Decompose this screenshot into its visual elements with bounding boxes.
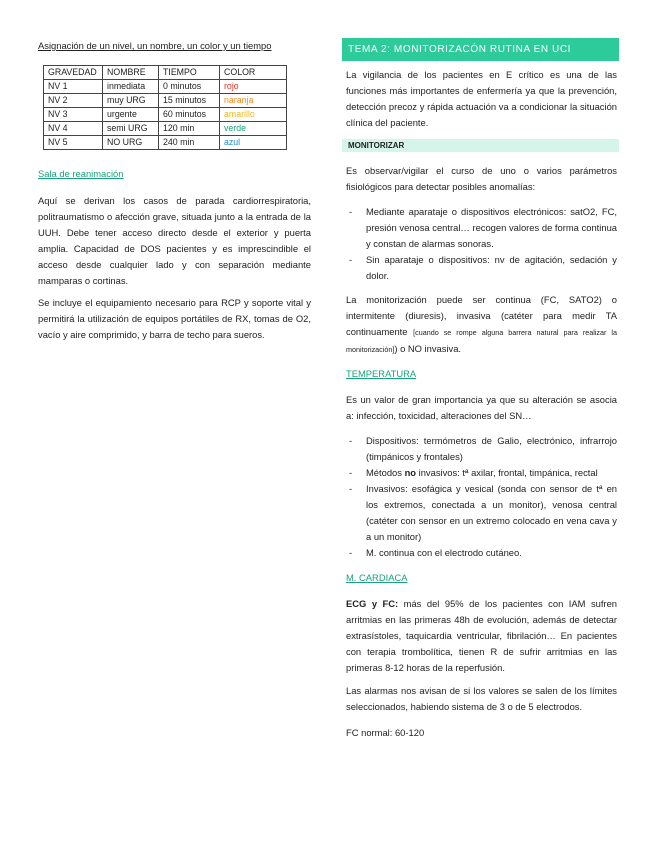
monitorizar-label: MONITORIZAR bbox=[342, 139, 619, 152]
alarmas-paragraph bbox=[346, 683, 617, 715]
cardiaca-heading: M. CARDIACA bbox=[346, 572, 408, 583]
intro-text: La vigilancia de los pacientes en E crítico es una de las funciones más importantes de enfermería ya que la prevención, detección precoz y rápida actuación va a condicionar la situación clínica del paciente. bbox=[346, 69, 617, 128]
metodos-bold: no bbox=[404, 467, 417, 478]
list-item: - M. continua con el electrodo cutáneo. bbox=[346, 545, 617, 561]
list-item: - Invasivos: esofágica y vesical (sonda con sensor de tª en los extremos, conectada a un monitor), venosa central (catéter con sensor en un extremo colocado en vena cava y a un monitor) bbox=[346, 481, 617, 545]
table-row bbox=[44, 136, 287, 150]
cell-gravedad: NV 2 bbox=[44, 94, 103, 108]
cell-gravedad: NV 3 bbox=[44, 108, 103, 122]
sala-heading: Sala de reanimación bbox=[38, 168, 124, 179]
monitorizar-text: Es observar/vigilar el curso de uno o varios parámetros fisiológicos para detectar posibles anomalías: bbox=[346, 165, 617, 192]
gravity-table bbox=[43, 65, 287, 150]
header-gravedad: GRAVEDAD bbox=[44, 66, 103, 80]
cell-gravedad: NV 1 bbox=[44, 80, 103, 94]
temperatura-paragraph bbox=[346, 392, 617, 424]
cardiaca-paragraph bbox=[346, 596, 617, 676]
cell-color: naranja bbox=[220, 94, 287, 108]
table-row bbox=[44, 80, 287, 94]
cell-color: rojo bbox=[220, 80, 287, 94]
temperatura-list bbox=[346, 433, 617, 561]
cell-nombre: semi URG bbox=[103, 122, 159, 136]
cardiaca-text: más del 95% de los pacientes con IAM sufren arritmias en las primeras 48h de evolución, además de detectar extrasístoles, taquicardia ventricular, fibrilación… En pacientes con terapia trombolítica, tienen R de sufrir arritmias en las primeras 8-12 horas de la reperfusión. bbox=[346, 598, 618, 673]
cell-tiempo: 120 min bbox=[159, 122, 220, 136]
cell-tiempo: 240 min bbox=[159, 136, 220, 150]
cell-color: azul bbox=[220, 136, 287, 150]
metodos-text-b: invasivos: tª axilar, frontal, timpánica, rectal bbox=[416, 467, 598, 478]
intro-paragraph bbox=[346, 67, 617, 131]
fc-normal-text: FC normal: 60-120 bbox=[346, 727, 425, 738]
monitorizacion-text: La monitorización puede ser continua (FC, SATO2) o intermitente (diuresis), invasiva (catéter para medir TA continuamente bbox=[346, 294, 617, 337]
cell-nombre: urgente bbox=[103, 108, 159, 122]
cell-tiempo: 0 minutos bbox=[159, 80, 220, 94]
temperatura-heading: TEMPERATURA bbox=[346, 368, 417, 379]
sala-p2-text: Se incluye el equipamiento necesario para RCP y soporte vital y permitirá la utilización de equipos portátiles de RX, tomas de O2, vacío y aire comprimido, y barra de techo para sueros. bbox=[38, 297, 311, 340]
list-item: - Dispositivos: termómetros de Galio, electrónico, infrarrojo (timpánicos y frontales) bbox=[346, 433, 617, 465]
cell-nombre: muy URG bbox=[103, 94, 159, 108]
table-row bbox=[44, 122, 287, 136]
monitorizar-paragraph bbox=[346, 163, 617, 195]
topic-banner: TEMA 2: MONITORIZACÓN RUTINA EN UCI bbox=[342, 38, 619, 61]
table-header-row bbox=[44, 66, 287, 80]
monitorizacion-paragraph bbox=[346, 292, 617, 358]
table-row bbox=[44, 94, 287, 108]
list-item: - Mediante aparataje o dispositivos electrónicos: satO2, FC, presión venosa central… recogen valores de forma continua y constan de alarmas sonoras. bbox=[346, 204, 617, 252]
cardiaca-bold: ECG y FC: bbox=[346, 598, 399, 609]
cell-nombre: inmediata bbox=[103, 80, 159, 94]
sala-paragraph-1 bbox=[38, 193, 311, 289]
header-tiempo: TIEMPO bbox=[159, 66, 220, 80]
monitorizacion-end: ) o NO invasiva. bbox=[394, 343, 462, 354]
cell-gravedad: NV 5 bbox=[44, 136, 103, 150]
table-title: Asignación de un nivel, un nombre, un color y un tiempo bbox=[38, 40, 272, 51]
cell-tiempo: 15 minutos bbox=[159, 94, 220, 108]
temperatura-text: Es un valor de gran importancia ya que su alteración se asocia a: infección, toxicidad, alteraciones del SN… bbox=[346, 394, 617, 421]
monitorizacion-note: [cuando se rompe alguna barrera natural para realizar la monitorización] bbox=[346, 328, 618, 354]
cell-nombre: NO URG bbox=[103, 136, 159, 150]
header-nombre: NOMBRE bbox=[103, 66, 159, 80]
list-item bbox=[346, 465, 617, 481]
cell-gravedad: NV 4 bbox=[44, 122, 103, 136]
list-item: - Sin aparataje o dispositivos: nv de agitación, sedación y dolor. bbox=[346, 252, 617, 284]
table-row bbox=[44, 108, 287, 122]
sala-p1-text: Aquí se derivan los casos de parada cardiorrespiratoria, politraumatismo o afección grave, situada junto a la entrada de la UUH. Debe tener acceso directo desde el exterior y puerta amplia. Capacidad de DOS pacientes y es imprescindible el acceso desde cualquier lado y con separación mediante mamparas o cortinas. bbox=[38, 195, 311, 286]
cell-color: amarillo bbox=[220, 108, 287, 122]
sala-paragraph-2 bbox=[38, 295, 311, 343]
metodos-text-a: Métodos bbox=[366, 467, 405, 478]
alarmas-text: Las alarmas nos avisan de si los valores se salen de los límites seleccionados, habiendo sistema de 3 o de 5 electrodos. bbox=[346, 685, 617, 712]
cell-color: verde bbox=[220, 122, 287, 136]
monitorizar-list bbox=[346, 204, 617, 284]
header-color: COLOR bbox=[220, 66, 287, 80]
cell-tiempo: 60 minutos bbox=[159, 108, 220, 122]
fc-normal bbox=[346, 725, 617, 741]
